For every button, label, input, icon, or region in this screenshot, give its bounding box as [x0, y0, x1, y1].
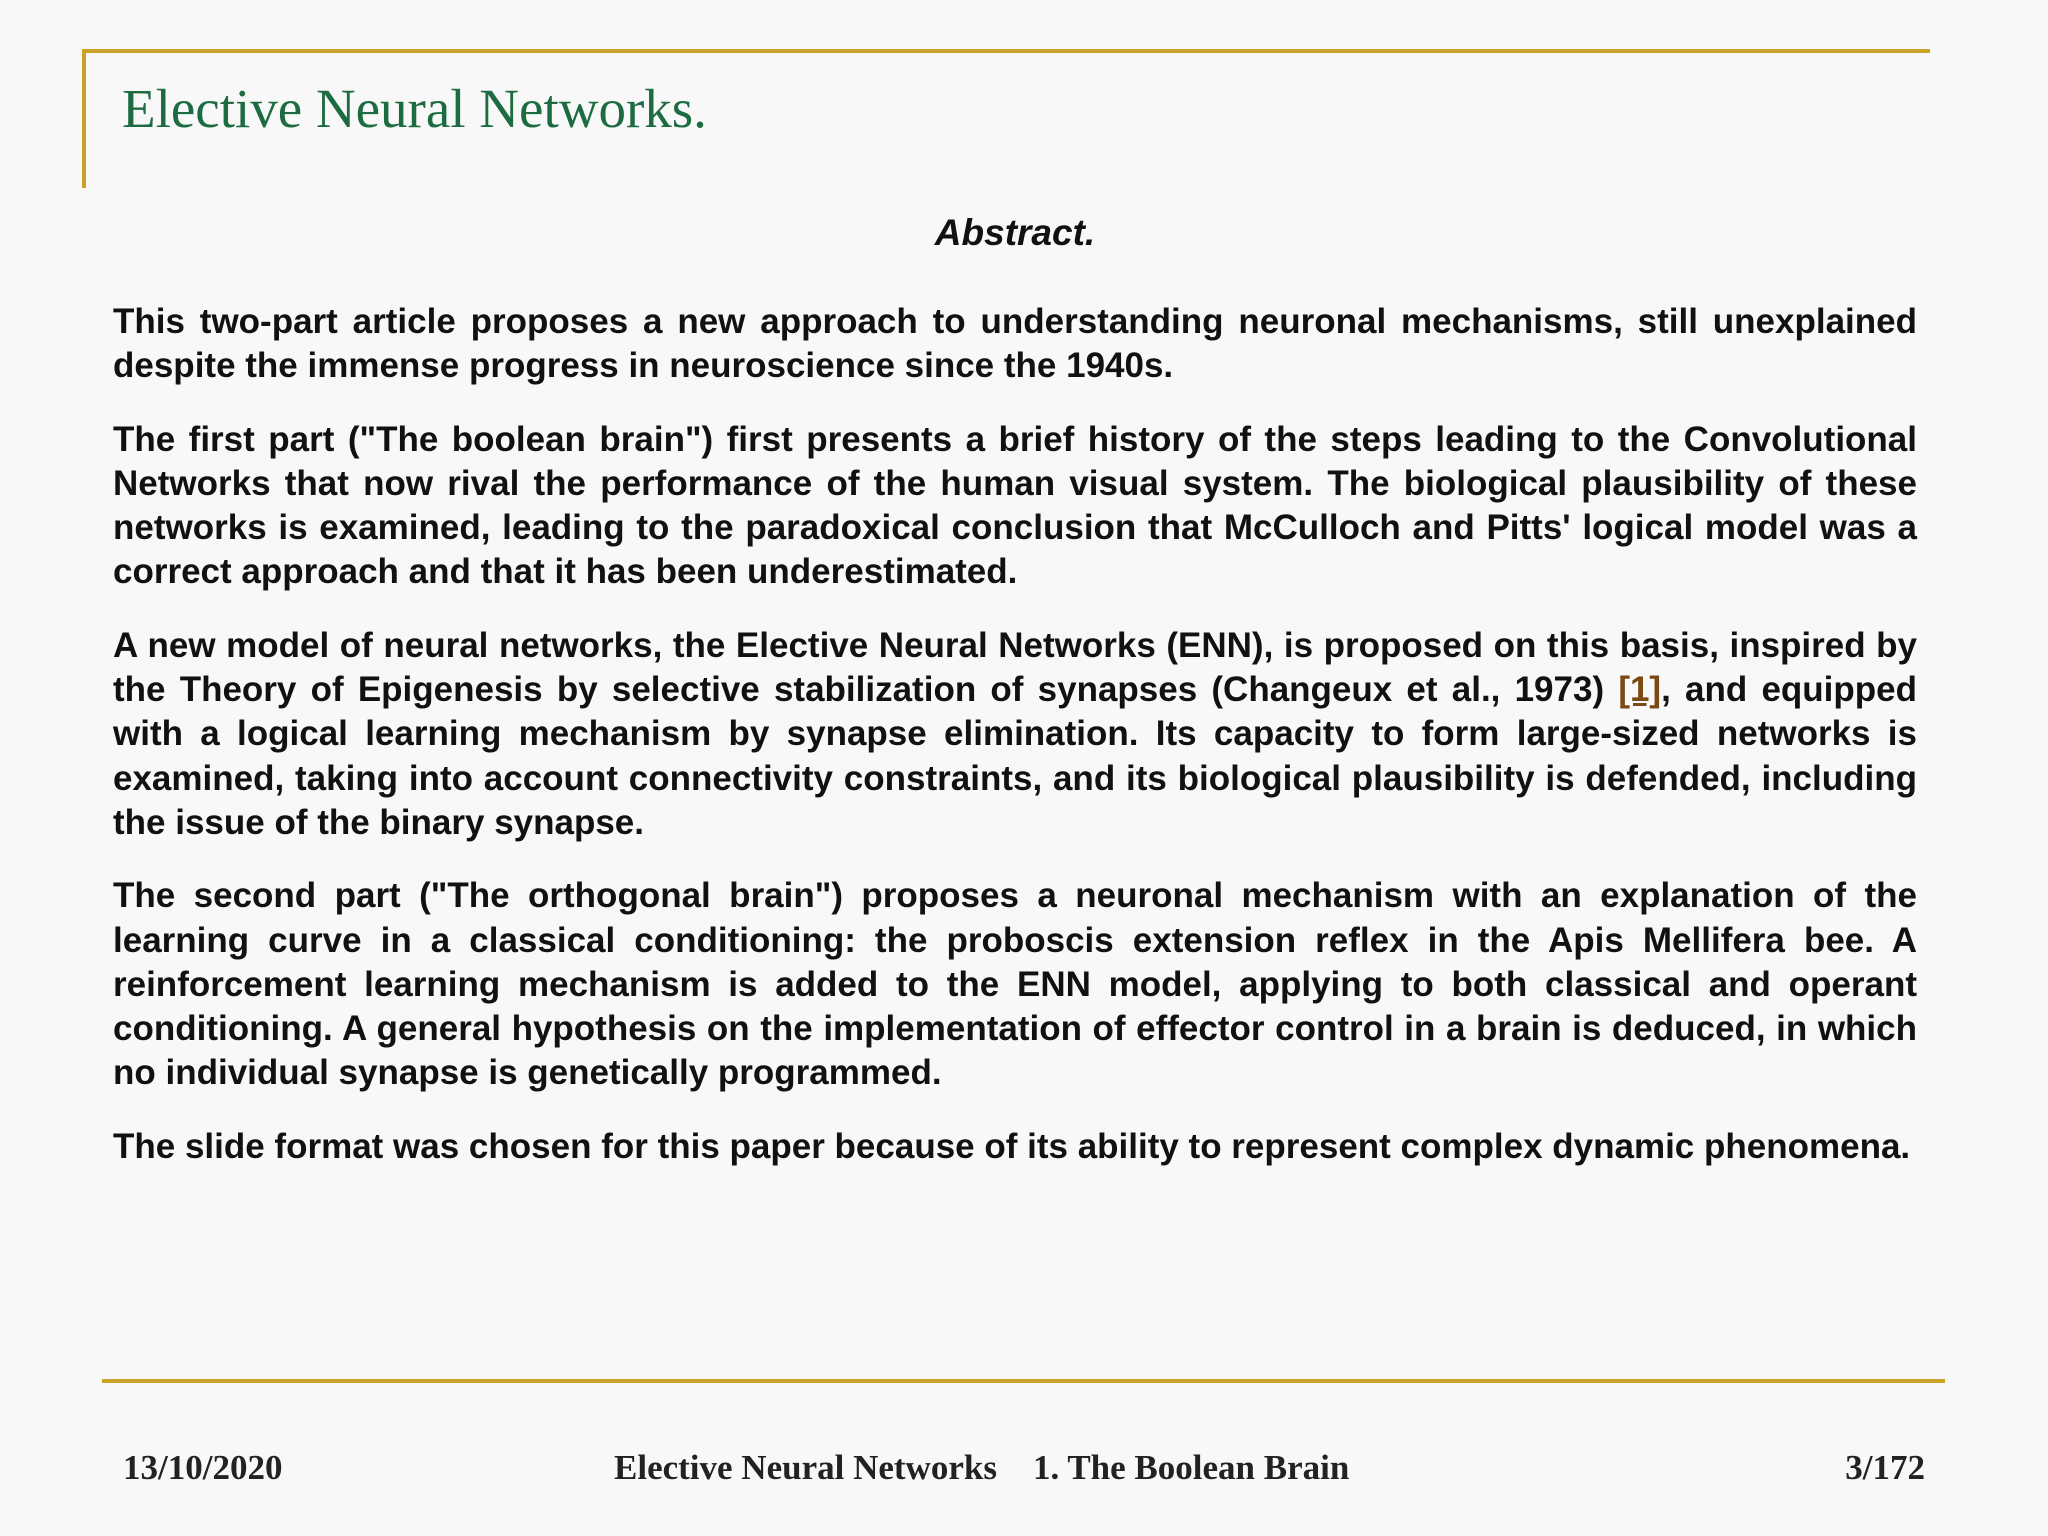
left-rule: [82, 49, 86, 188]
bottom-rule: [102, 1379, 1945, 1383]
top-rule: [84, 49, 1930, 53]
slide-title: Elective Neural Networks.: [122, 78, 707, 139]
paragraph-intro: This two-part article proposes a new approach to understanding neuronal mechanisms, still unexplained despite the immense progress in neuroscience since the 1940s.: [113, 302, 1917, 386]
paragraph-slide-format: The slide format was chosen for this paper because of its ability to represent complex dynamic phenomena.: [113, 1126, 1911, 1166]
paragraph-orthogonal-brain: The second part ("The orthogonal brain") proposes a neuronal mechanism with an explanation of the learning curve in a classical conditioning: the proboscis extension reflex in the Apis Mellifera bee. A reinforcement learning mechanism is added to the ENN model, applying to both classical and operant conditioning. A general hypothesis on the implementation of effector control in a brain is deduced, in which no individual synapse is genetically programmed.: [113, 876, 1917, 1093]
footer-section: 1. The Boolean Brain: [1032, 1448, 1350, 1487]
footer-center: [614, 1444, 1349, 1492]
reference-link-1[interactable]: [1]: [1618, 670, 1662, 710]
paragraph-enn-text-before: A new model of neural networks, the Elective Neural Networks (ENN), is proposed on this basis, inspired by the Theory of Epigenesis by selective stabilization of synapses (Changeux et al., 1973): [113, 625, 1917, 710]
paragraph-enn-model: [113, 624, 1917, 845]
abstract-body: [113, 300, 1917, 1198]
footer-date: 13/10/2020: [123, 1448, 283, 1487]
paragraph-boolean-brain: The first part ("The boolean brain") first presents a brief history of the steps leading to the Convolutional Networks that now rival the performance of the human visual system. The biological plausibility of these networks is examined, leading to the paradoxical conclusion that McCulloch and Pitts' logical model was a correct approach and that it has been underestimated.: [113, 419, 1917, 592]
footer-page-number: 3/172: [1845, 1448, 1925, 1487]
footer-doc-title: Elective Neural Networks: [614, 1448, 997, 1487]
abstract-heading: Abstract.: [934, 212, 1096, 253]
paragraph-enn-text-after: , and equipped with a logical learning mechanism by synapse elimination. Its capacity to form large-sized networks is examined, taking into account connectivity constraints, and its biological plausibility is defended, including the issue of the binary synapse.: [113, 670, 1917, 842]
